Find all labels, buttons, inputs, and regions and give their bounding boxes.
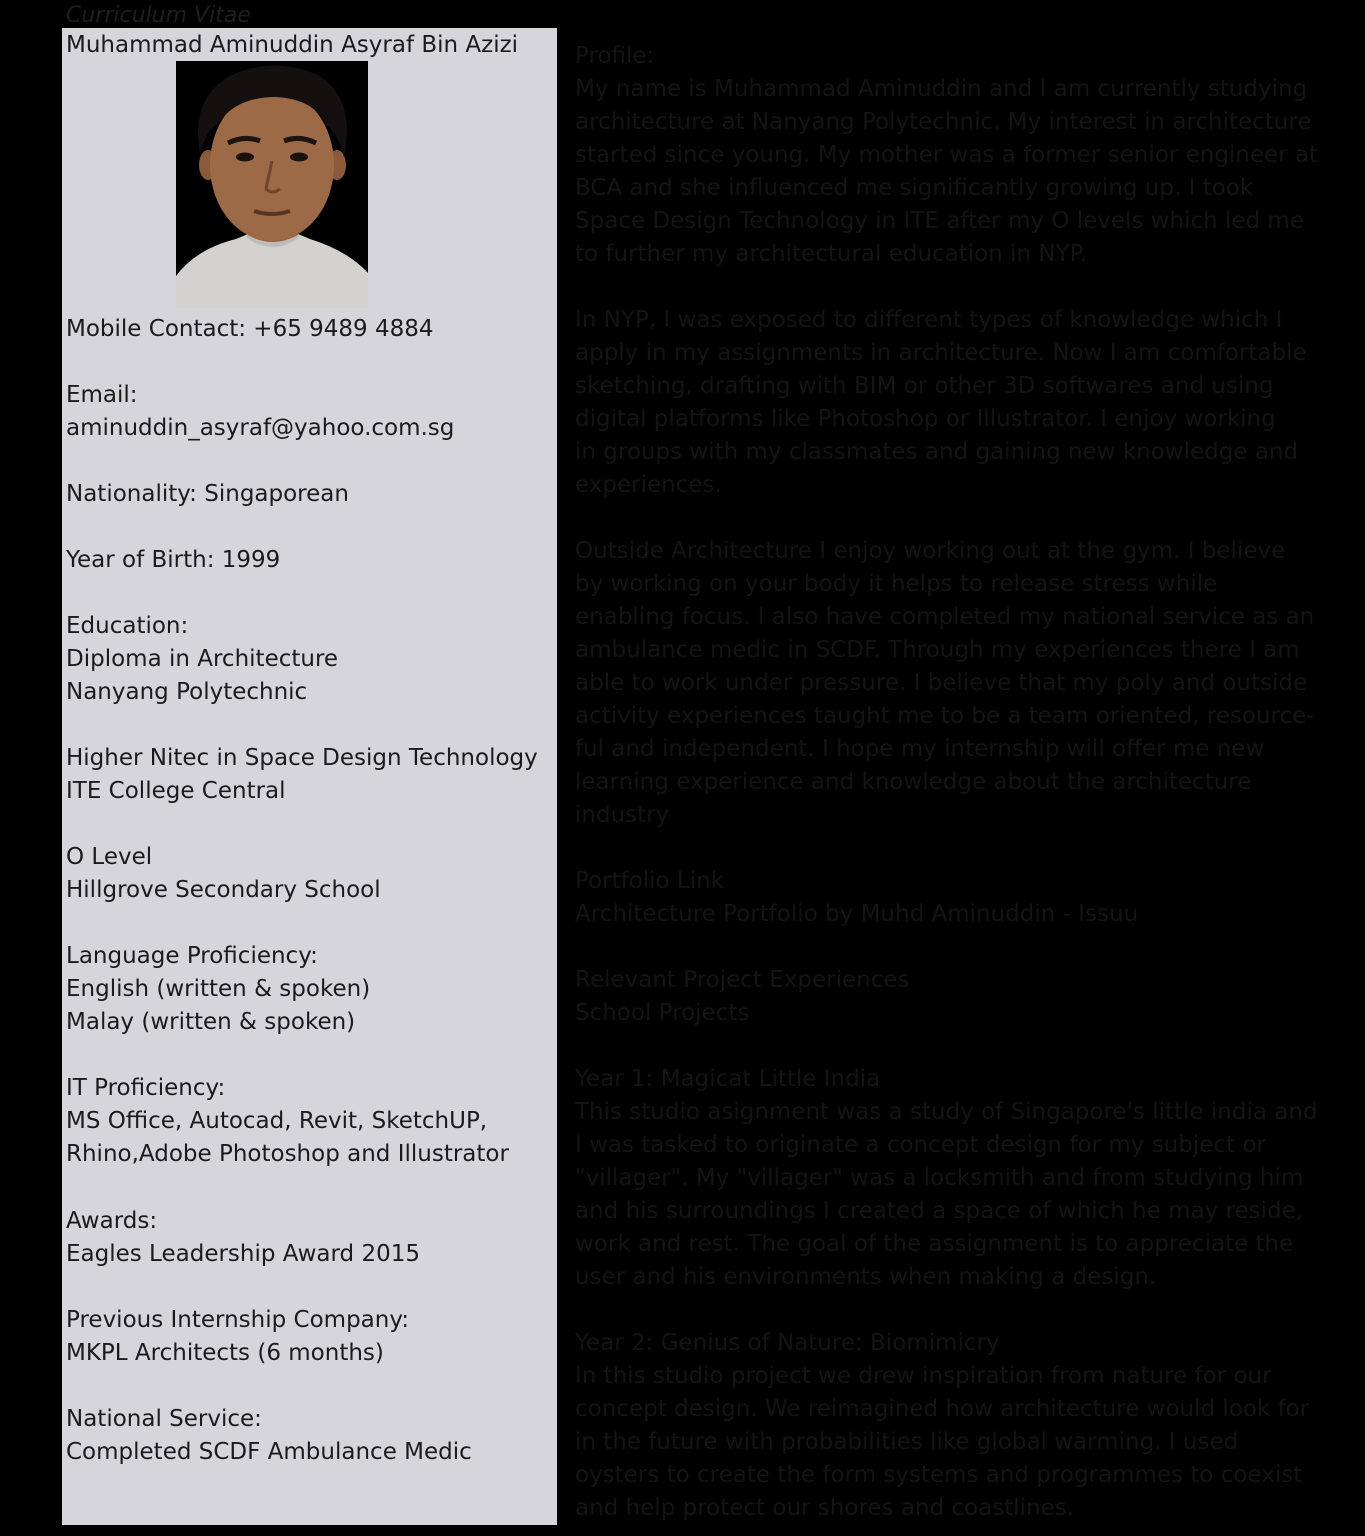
portrait-photo-icon [176,61,368,308]
profile-paragraph-3-line: ambulance medic in SCDF. Through my experiences there I am [575,637,1300,663]
profile-paragraph-1-line: BCA and she influenced me significantly growing up. I took [575,175,1254,201]
profile-paragraph-2-line: in groups with my classmates and gaining new knowledge and [575,439,1299,465]
profile-paragraph-2-line: experiences. [575,472,722,498]
language-malay: Malay (written & spoken) [66,1009,356,1035]
it-skills-line-1: MS Office, Autocad, Revit, SketchUP, [66,1108,488,1134]
education-secondary-school: Hillgrove Secondary School [66,877,381,903]
birth-year: Year of Birth: 1999 [66,547,281,573]
profile-paragraph-2-line: sketching, drafting with BIM or other 3D softwares and using [575,373,1274,399]
profile-paragraph-3-line: by working on your body it helps to release stress while [575,571,1218,597]
year-1-body-line: I was tasked to originate a concept design for my subject or [575,1132,1266,1158]
nationality: Nationality: Singaporean [66,481,349,507]
mobile-contact: Mobile Contact: +65 9489 4884 [66,316,434,342]
personal-details-panel [62,28,557,1525]
profile-paragraph-1-line: to further my architectural education in NYP. [575,241,1088,267]
language-label: Language Proficiency: [66,943,318,969]
year-2-body-line: In this studio project we drew inspiration from nature for our [575,1363,1272,1389]
year-1-body-line: and his surroundings I created a space of which he may reside, [575,1198,1304,1224]
profile-paragraph-3-line: Outside Architecture I enjoy working out at the gym. I believe [575,538,1286,564]
profile-paragraph-3-line: able to work under pressure. I believe that my poly and outside [575,670,1308,696]
year-1-body-line: user and his environments when making a design. [575,1264,1157,1290]
education-o-level: O Level [66,844,153,870]
full-name: Muhammad Aminuddin Asyraf Bin Azizi [66,32,519,58]
year-1-body-line: This studio asignment was a study of Singapore's little india and [575,1099,1318,1125]
national-service-detail: Completed SCDF Ambulance Medic [66,1439,472,1465]
projects-subheading: School Projects [575,1000,750,1026]
education-ite: ITE College Central [66,778,286,804]
profile-paragraph-3-line: ful and independent. I hope my internship will offer me new [575,736,1265,762]
profile-paragraph-2-line: digital platforms like Photoshop or Illustrator. I enjoy working [575,406,1276,432]
it-label: IT Proficiency: [66,1075,226,1101]
year-1-body-line: work and rest. The goal of the assignment is to appreciate the [575,1231,1294,1257]
year-2-heading: Year 2: Genius of Nature: Biomimicry [575,1330,1000,1356]
profile-paragraph-3-line: industry [575,802,670,828]
profile-paragraph-3-line: learning experience and knowledge about the architecture [575,769,1252,795]
education-label: Education: [66,613,189,639]
profile-paragraph-1-line: Space Design Technology in ITE after my O levels which led me [575,208,1304,234]
year-2-body-line: concept design. We reimagined how architecture would look for [575,1396,1310,1422]
profile-paragraph-2-line: apply in my assignments in architecture. Now I am comfortable [575,340,1307,366]
education-polytechnic: Nanyang Polytechnic [66,679,308,705]
internship-company: MKPL Architects (6 months) [66,1340,384,1366]
email-label: Email: [66,382,138,408]
document-title: Curriculum Vitae [66,3,251,28]
portfolio-heading: Portfolio Link [575,868,725,894]
education-diploma: Diploma in Architecture [66,646,339,672]
projects-heading: Relevant Project Experiences [575,967,910,993]
award-item: Eagles Leadership Award 2015 [66,1241,420,1267]
profile-paragraph-1-line: My name is Muhammad Aminuddin and I am currently studying [575,76,1308,102]
year-1-body-line: "villager". My "villager" was a locksmith and from studying him [575,1165,1304,1191]
awards-label: Awards: [66,1208,158,1234]
internship-label: Previous Internship Company: [66,1307,410,1333]
profile-paragraph-2-line: In NYP, I was exposed to different types of knowledge which I [575,307,1283,333]
it-skills-line-2: Rhino,Adobe Photoshop and Illustrator [66,1141,509,1167]
year-2-body-line: and help protect our shores and coastlines. [575,1495,1075,1521]
year-1-heading: Year 1: Magicat Little India [575,1066,881,1092]
year-2-body-line: oysters to create the form systems and programmes to coexist [575,1462,1303,1488]
profile-paragraph-3-line: enabling focus. I also have completed my national service as an [575,604,1315,630]
email-address: aminuddin_asyraf@yahoo.com.sg [66,415,455,441]
education-nitec: Higher Nitec in Space Design Technology [66,745,538,771]
profile-paragraph-1-line: started since young. My mother was a former senior engineer at [575,142,1319,168]
national-service-label: National Service: [66,1406,262,1432]
portfolio-link[interactable]: Architecture Portfolio by Muhd Aminuddin - Issuu [575,901,1139,927]
profile-paragraph-3-line: activity experiences taught me to be a team oriented, resource- [575,703,1315,729]
year-2-body-line: in the future with probabilities like global warming. I used [575,1429,1239,1455]
profile-paragraph-1-line: architecture at Nanyang Polytechnic. My interest in architecture [575,109,1312,135]
profile-heading: Profile: [575,43,655,69]
language-english: English (written & spoken) [66,976,371,1002]
